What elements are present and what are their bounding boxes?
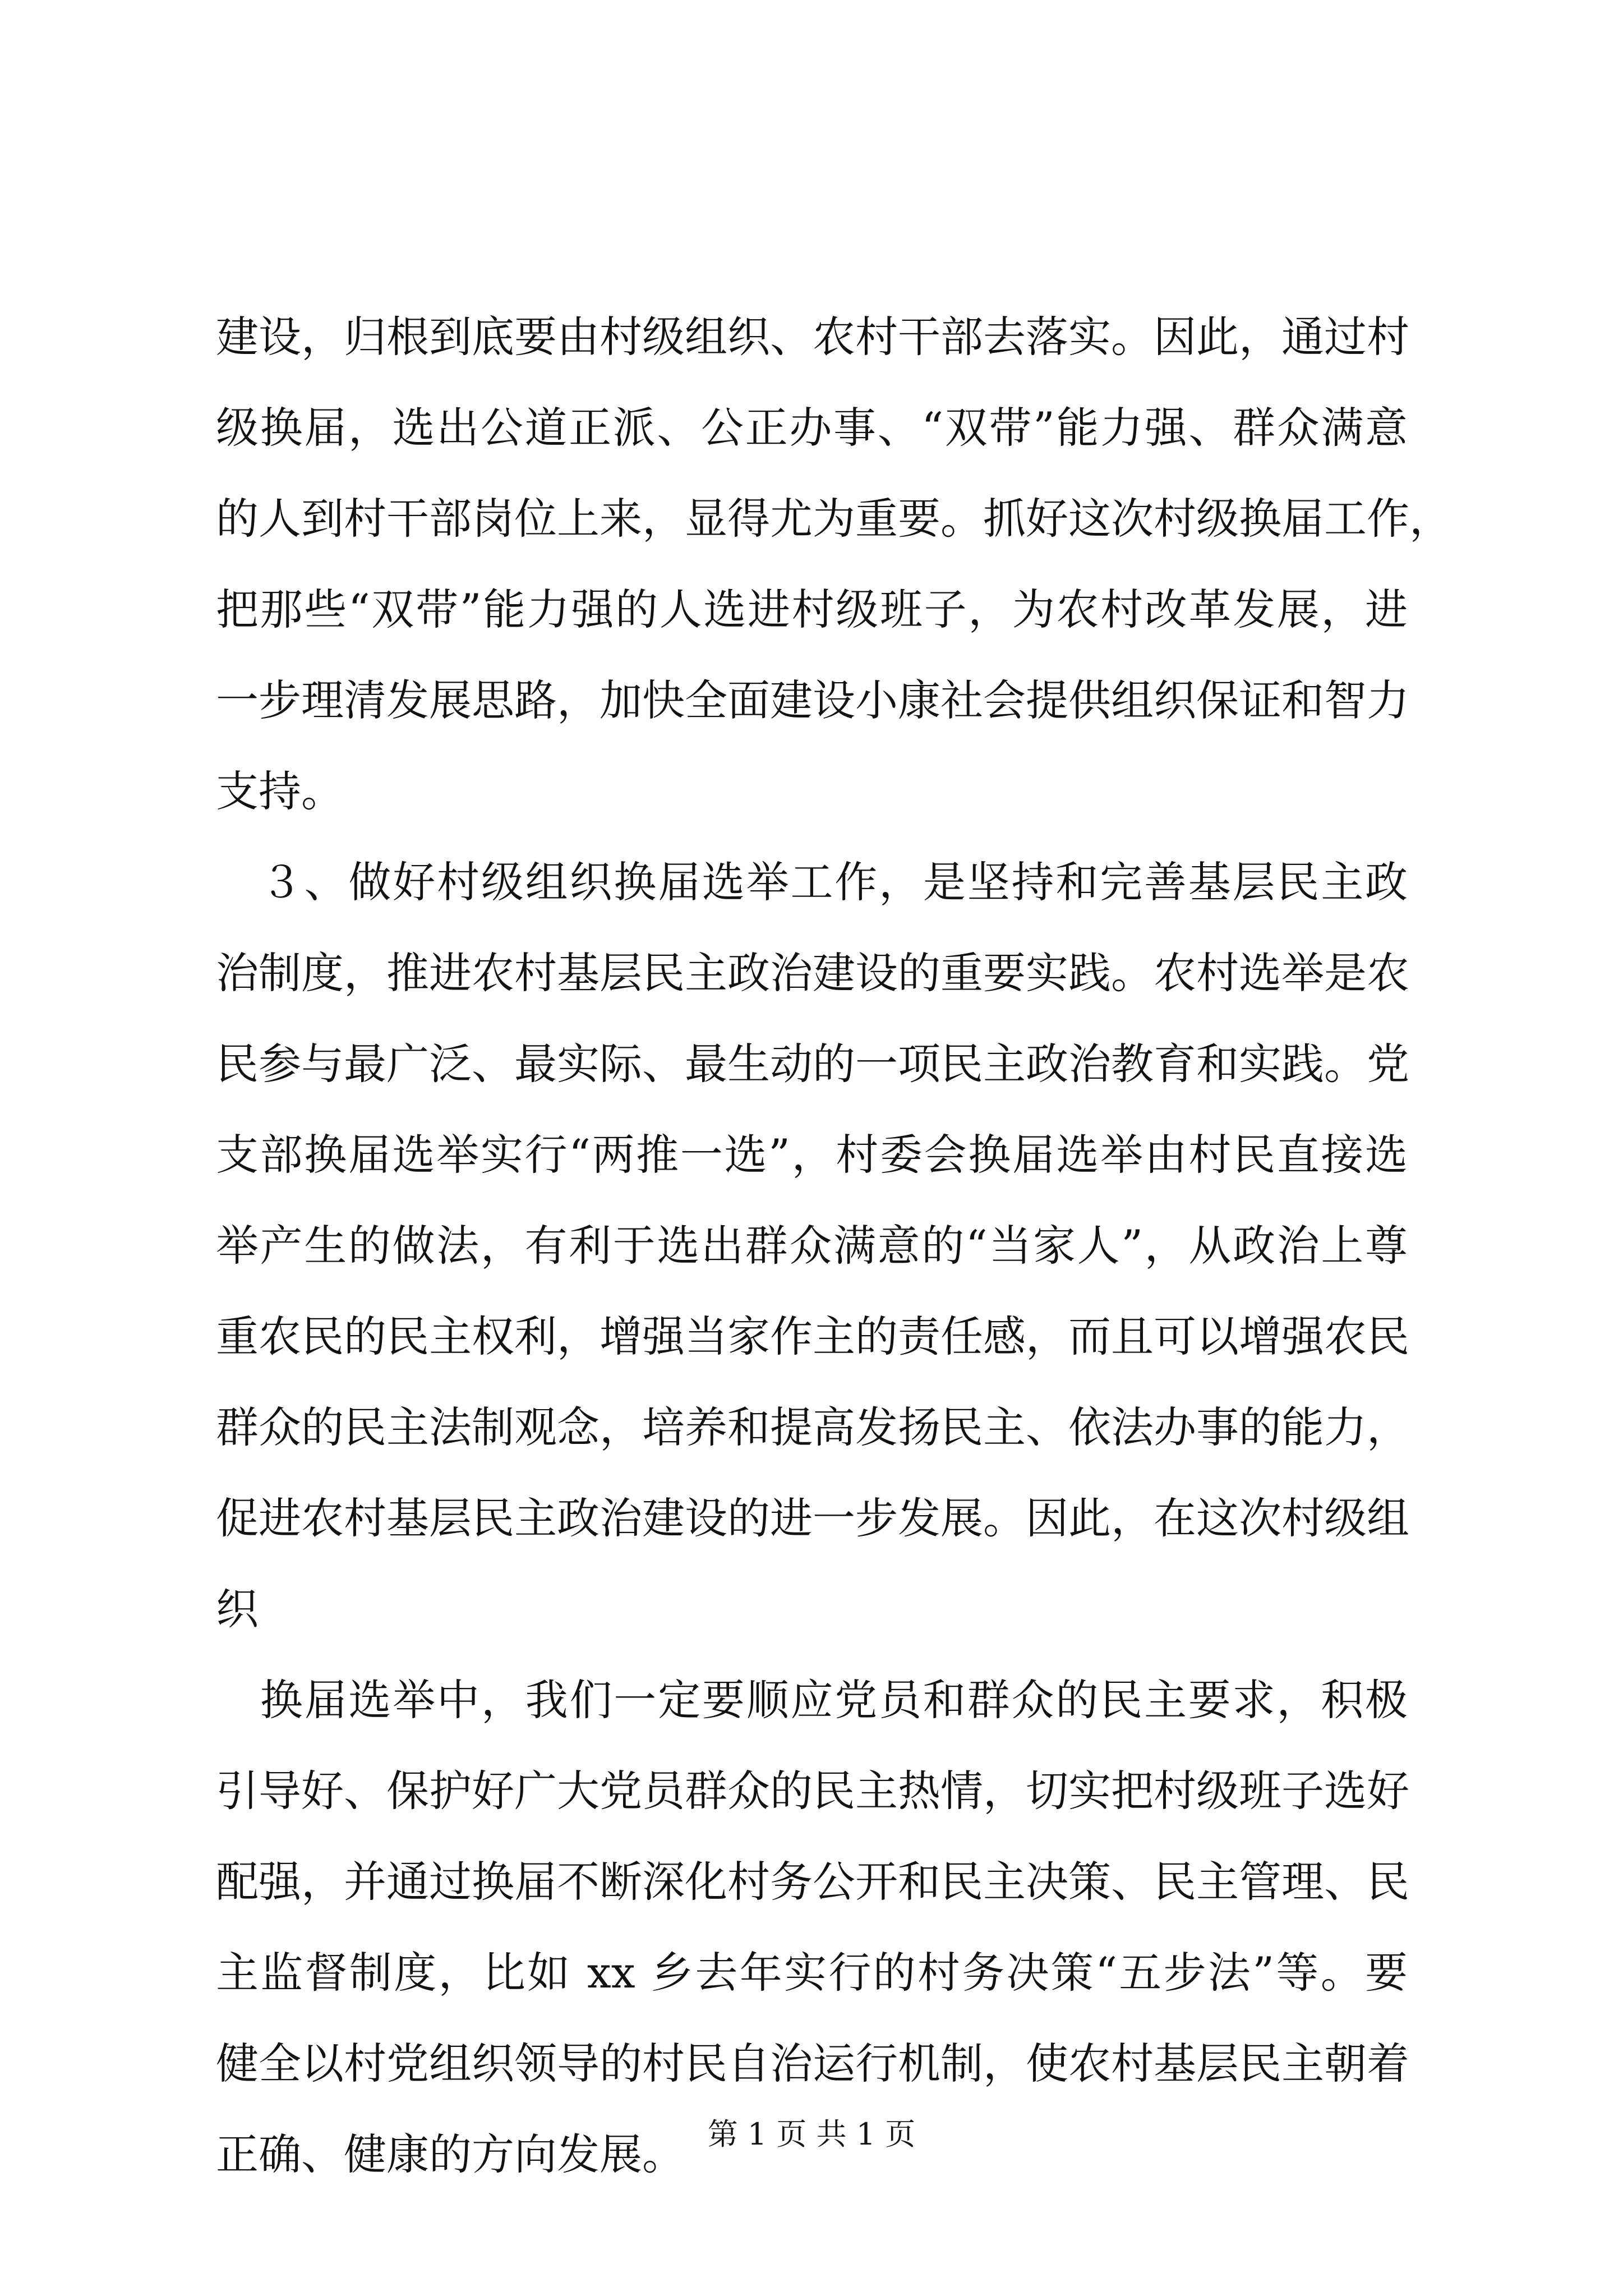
- page-number-footer: 第 1 页 共 1 页: [707, 2116, 916, 2152]
- text-line: 正确、健康的方向发展。: [216, 2129, 685, 2179]
- text-line: ３、做好村级组织换届选举工作，是坚持和完善基层民主政: [216, 857, 1408, 907]
- text-line: 促进农村基层民主政治建设的进一步发展。因此，在这次村级组: [216, 1493, 1409, 1543]
- text-line: 治制度，推进农村基层民主政治建设的重要实践。农村选举是农: [216, 948, 1409, 998]
- text-line: 民参与最广泛、最实际、最生动的一项民主政治教育和实践。党: [216, 1039, 1409, 1089]
- text-line: 建设，归根到底要由村级组织、农村干部去落实。因此，通过村: [216, 312, 1409, 362]
- text-line: 举产生的做法，有利于选出群众满意的“当家人”，从政治上尊: [216, 1221, 1408, 1271]
- text-line: 级换届，选出公道正派、公正办事、“双带”能力强、群众满意: [216, 403, 1408, 453]
- text-line: 配强，并通过换届不断深化村务公开和民主决策、民主管理、民: [216, 1857, 1409, 1907]
- text-line: 支持。: [216, 766, 344, 816]
- text-line: 织: [216, 1584, 259, 1634]
- text-line: 主监督制度，比如 xx 乡去年实行的村务决策“五步法”等。要: [216, 1948, 1408, 1998]
- text-line: 重农民的民主权利，增强当家作主的责任感，而且可以增强农民: [216, 1312, 1409, 1361]
- text-line: 群众的民主法制观念，培养和提高发扬民主、依法办事的能力，: [216, 1402, 1409, 1452]
- text-line: 换届选举中，我们一定要顺应党员和群众的民主要求，积极: [216, 1675, 1408, 1725]
- text-line: 引导好、保护好广大党员群众的民主热情，切实把村级班子选好: [216, 1766, 1409, 1816]
- document-body: [216, 292, 1452, 2200]
- text-line: 支部换届选举实行“两推一选”，村委会换届选举由村民直接选: [216, 1130, 1408, 1180]
- text-line: 健全以村党组织领导的村民自治运行机制，使农村基层民主朝着: [216, 2039, 1409, 2088]
- text-line: 的人到村干部岗位上来，显得尤为重要。抓好这次村级换届工作，: [216, 494, 1452, 544]
- text-line: 一步理清发展思路，加快全面建设小康社会提供组织保证和智力: [216, 675, 1409, 725]
- text-line: 把那些“双带”能力强的人选进村级班子，为农村改革发展，进: [216, 585, 1408, 634]
